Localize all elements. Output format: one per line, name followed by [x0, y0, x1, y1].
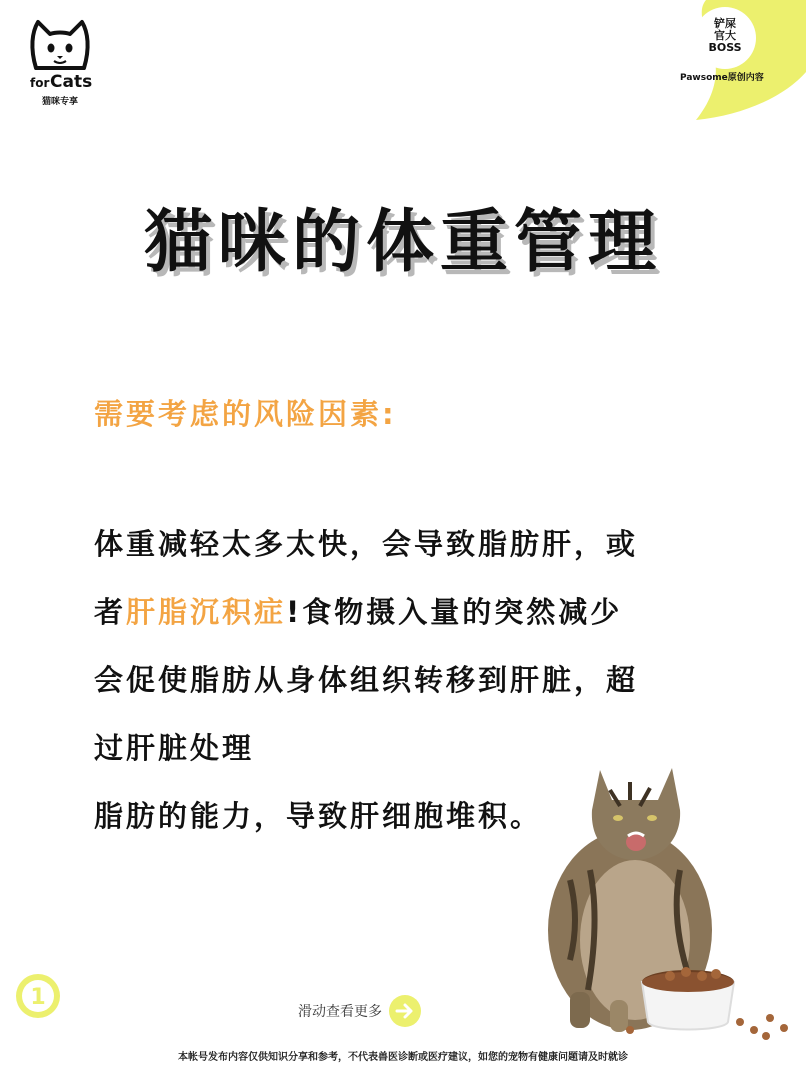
- badge-line-2: 官大: [714, 29, 736, 42]
- body-line-5: 脂肪的能力，导致肝细胞堆积。: [94, 799, 543, 833]
- badge-line-3: BOSS: [708, 41, 742, 54]
- body-line-2-pre: 者: [94, 595, 127, 629]
- body-line-2-post: !食物摄入量的突然减少: [286, 595, 623, 629]
- badge-text: [694, 18, 756, 54]
- corner-badge: [676, 0, 806, 130]
- body-line-1: 体重减轻太多太快，会导致脂肪肝，或: [94, 527, 639, 561]
- cat-with-food-bowl-image: [540, 760, 800, 1040]
- circle-badge-icon: [14, 972, 62, 1020]
- footer-disclaimer: 本帐号发布内容仅供知识分享和参考，不代表兽医诊断或医疗建议，如您的宠物有健康问题请及时就诊: [178, 1052, 628, 1063]
- body-line-4: 过肝脏处理: [94, 731, 255, 765]
- logo-subtitle: 猫咪专享: [42, 97, 79, 107]
- logo-cats-text: Cats: [50, 72, 93, 92]
- badge-caption: Pawsome原创内容: [680, 73, 764, 83]
- body-line-3: 会促使脂肪从身体组织转移到肝脏，超: [94, 663, 639, 697]
- page-number: 1: [30, 985, 46, 1010]
- cat-face-icon: [28, 18, 92, 74]
- arrow-right-icon[interactable]: [388, 994, 422, 1028]
- scroll-hint[interactable]: [298, 994, 422, 1028]
- page-title: 猫咪的体重管理: [143, 203, 662, 282]
- body-line-2: [94, 578, 734, 646]
- page-number-badge: [14, 972, 62, 1020]
- highlight-term: 肝脂沉积症: [126, 595, 287, 629]
- scroll-hint-label: 滑动查看更多: [298, 1004, 382, 1020]
- section-subtitle: 需要考虑的风险因素:: [94, 397, 397, 431]
- badge-line-1: 铲屎: [714, 17, 736, 30]
- logo-for-text: for: [30, 76, 50, 90]
- brand-logo: [20, 18, 100, 108]
